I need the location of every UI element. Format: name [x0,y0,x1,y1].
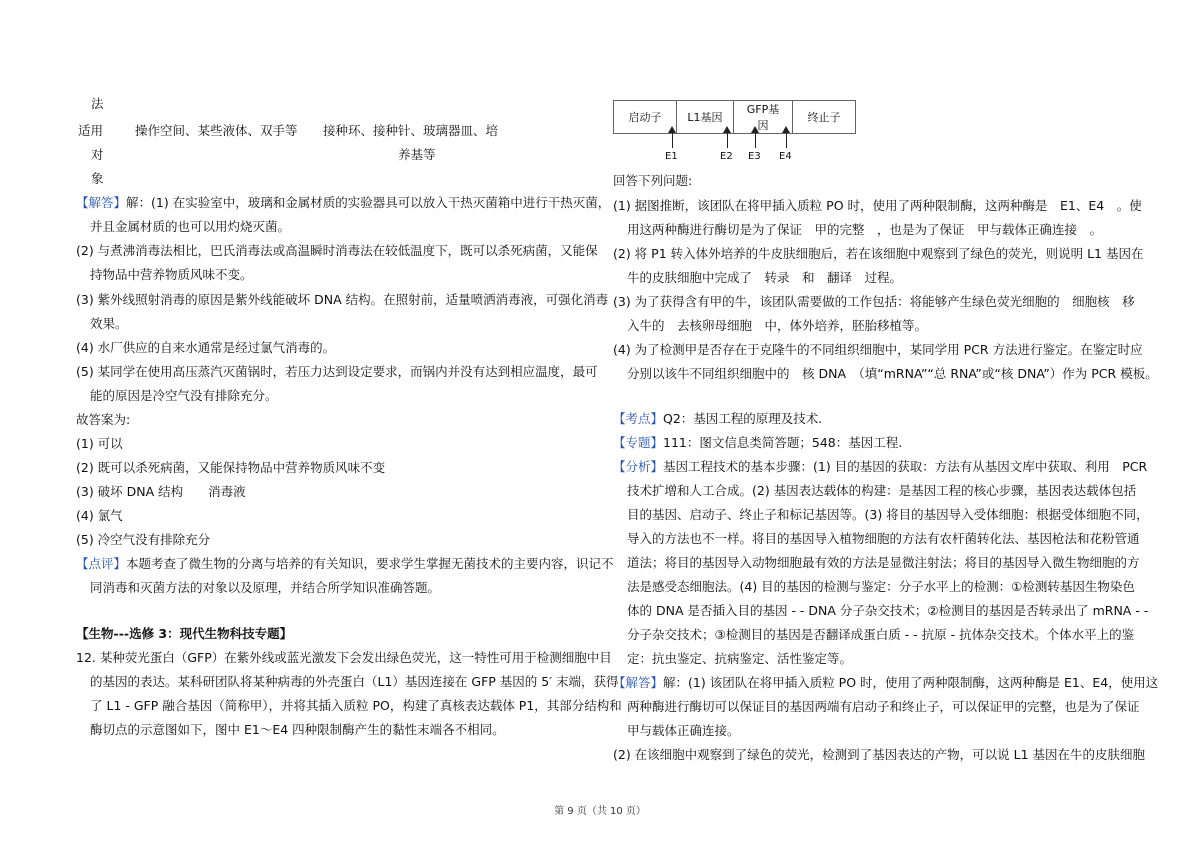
answer-line: (3) 紫外线照射消毒的原因是紫外线能破坏 DNA 结构。在照射前，适量喷洒消毒液，可强化消毒 [76,292,609,307]
comment-line: 【点评】本题考查了微生物的分离与培养的有关知识，要求学生掌握无菌技术的主要内容，识记不 [76,556,614,571]
analysis-line: 目的基因、启动子、终止子和标记基因等。(3) 将目的基因导入受体细胞：根据受体细胞不同， [627,507,1149,522]
kaodian-line: 【考点】Q2：基因工程的原理及技术. [613,411,823,426]
answer-line: 【解答】解：(1) 在实验室中，玻璃和金属材质的实验器具可以放入干热灭菌箱中进行干热灭菌， [76,195,611,210]
answer-line: (2) 与煮沸消毒法相比，巴氏消毒法或高温瞬时消毒法在较低温度下，既可以杀死病菌，又能保 [76,243,598,258]
question-line: 酶切点的示意图如下，图中 E1～E4 四种限制酶产生的黏性末端各不相同。 [90,722,505,737]
answer-item: (2) 既可以杀死病菌，又能保持物品中营养物质风味不变 [76,460,386,475]
question-line: 用这两种酶进行酶切是为了保证 甲的完整 ，也是为了保证 甲与载体正确连接 。 [627,222,1103,237]
page-footer: 第 9 页（共 10 页） [554,806,646,817]
site-label: E4 [779,151,792,162]
answer-line: 能的原因是冷空气没有排除充分。 [90,388,278,403]
analysis-line: 道法；将目的基因导入动物细胞最有效的方法是显微注射法；将目的基因导入微生物细胞的方 [627,555,1140,570]
table-cell: 养基等 [398,147,436,162]
answer-item: (3) 破坏 DNA 结构 消毒液 [76,484,246,499]
analysis-line: 体的 DNA 是否插入目的基因 - - DNA 分子杂交技术；②检测目的基因是否转录出了 mRNA - - [627,603,1149,618]
answers-title: 故答案为: [76,412,131,427]
question-line: 的基因的表达。某科研团队将某种病毒的外壳蛋白（L1）基因连接在 GFP 基因的 5′ 末端，获得 [90,674,619,689]
answer-line: (5) 某同学在使用高压蒸汽灭菌锅时，若压力达到设定要求，而锅内并没有达到相应温度，最可 [76,364,598,379]
question-line: (4) 为了检测甲是否存在于克隆牛的不同组织细胞中，某同学用 PCR 方法进行鉴定。在鉴定时应 [613,342,1143,357]
promoter-segment: 启动子 [614,101,677,134]
analysis-line: 定：抗虫鉴定、抗病鉴定、活性鉴定等。 [627,651,853,666]
l1-gene-segment: L1基因 [677,101,734,134]
table-cell: 对 [91,147,104,162]
site-label: E1 [665,151,678,162]
prompt: 回答下列问题: [613,173,693,188]
answer-item: (5) 冷空气没有排除充分 [76,532,211,547]
question-line: 12. 某种荧光蛋白（GFP）在紫外线或蓝光激发下会发出绿色荧光，这一特性可用于检测细胞中目 [76,650,612,665]
question-line: 牛的皮肤细胞中完成了 转录 和 翻译 过程。 [627,270,903,285]
table-cell: 法 [91,96,104,111]
question-line: 分别以该牛不同组织细胞中的 核 DNA （填“mRNA”“总 RNA”或“核 DNA”）作为 PCR 模板。 [627,366,1158,381]
table-cell: 适用 [78,123,104,138]
question-line: (3) 为了获得含有甲的牛，该团队需要做的工作包括：将能够产生绿色荧光细胞的 细胞核 移 [613,294,1135,309]
table-cell: 象 [91,171,104,186]
question-line: (1) 据图推断，该团队在将甲插入质粒 PO 时，使用了两种限制酶，这两种酶是 E1、E4 。使 [613,198,1142,213]
terminator-segment: 终止子 [793,101,856,134]
analysis-line: 法是感受态细胞法。(4) 目的基因的检测与鉴定：分子水平上的检测：①检测转基因生物染色 [627,579,1135,594]
answer-line: 并且金属材质的也可以用灼烧灭菌。 [90,219,291,234]
comment-line: 同消毒和灭菌方法的对象以及原理，并结合所学知识准确答题。 [90,580,441,595]
gene-structure-diagram [613,100,856,134]
solution-line: 两种酶进行酶切可以保证目的基因两端有启动子和终止子，可以保证甲的完整，也是为了保证 [627,699,1140,714]
table-cell: 操作空间、某些液体、双手等 [135,123,298,138]
solution-line: 【解答】解：(1) 该团队在将甲插入质粒 PO 时，使用了两种限制酶，这两种酶是 E1、E4，使用这 [613,675,1159,690]
solution-line: (2) 在该细胞中观察到了绿色的荧光，检测到了基因表达的产物，可以说 L1 基因在牛的皮肤细胞 [613,747,1146,762]
analysis-line: 技术扩增和人工合成。(2) 基因表达载体的构建：是基因工程的核心步骤，基因表达载体包括 [627,483,1137,498]
answer-line: 持物品中营养物质风味不变。 [90,267,253,282]
answer-item: (4) 氯气 [76,508,123,523]
question-line: (2) 将 P1 转入体外培养的牛皮肤细胞后，若在该细胞中观察到了绿色的荧光，则说明 L1 基因在 [613,246,1144,261]
comment-tag: 【点评】 [76,556,127,571]
site-label: E3 [748,151,761,162]
table-cell: 接种环、接种针、玻璃器皿、培 [323,123,499,138]
solution-line: 甲与载体正确连接。 [627,723,740,738]
site-label: E2 [720,151,733,162]
answer-tag: 【解答】 [76,195,127,210]
gfp-gene-segment: GFP基因 [734,101,793,134]
answer-item: (1) 可以 [76,436,123,451]
answer-line: (4) 水厂供应的自来水通常是经过氯气消毒的。 [76,340,336,355]
analysis-line: 分子杂交技术；③检测目的基因是否翻译成蛋白质 - - 抗原 - 抗体杂交技术。个体水平上的鉴 [627,627,1135,642]
analysis-line: 导入的方法也不一样。将目的基因导入植物细胞的方法有农杆菌转化法、基因枪法和花粉管通 [627,531,1140,546]
question-line: 了 L1 - GFP 融合基因（简称甲），并将其插入质粒 PO，构建了真核表达载体 P1，其部分结构和 [90,698,622,713]
analysis-line: 【分析】基因工程技术的基本步骤：(1) 目的基因的获取：方法有从基因文库中获取、利用 PCR [613,459,1148,474]
section-title: 【生物---选修 3：现代生物科技专题】 [76,626,293,641]
question-line: 入牛的 去核卵母细胞 中，体外培养，胚胎移植等。 [627,318,928,333]
answer-line: 效果。 [90,316,128,331]
zhuanti-line: 【专题】111：图文信息类简答题；548：基因工程. [613,435,903,450]
